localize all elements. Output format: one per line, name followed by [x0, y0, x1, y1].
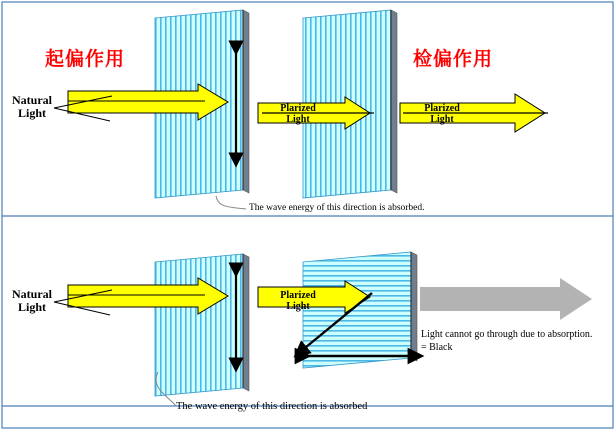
result-text-line1: Light cannot go through due to absorption.: [421, 329, 593, 340]
label-polarized-light-top-out-line1: Plarized: [424, 103, 460, 114]
label-polarized-light-bottom-mid-line2: Light: [286, 301, 310, 312]
label-analyzer-function-cn: 检偏作用: [413, 48, 494, 70]
blocked-light-gray-arrow: [420, 278, 592, 320]
caption-absorbed-top: The wave energy of this direction is absorbed.: [249, 203, 425, 213]
label-polarized-light-top-out-line2: Light: [430, 114, 454, 125]
label-polarized-light-top-mid-line2: Light: [286, 114, 310, 125]
caption-absorbed-bottom: The wave energy of this direction is absorbed: [176, 401, 368, 412]
natural-light-beam-bottom: [54, 278, 228, 315]
label-polarized-light-bottom-mid-line1: Plarized: [280, 290, 316, 301]
label-natural-light-bottom-line1: Natural: [12, 287, 52, 301]
label-natural-light-top-line2: Light: [17, 106, 46, 120]
label-natural-light-top-line1: Natural: [12, 93, 52, 107]
label-polarizer-function-cn: 起偏作用: [45, 48, 126, 70]
natural-light-beam-top: [54, 84, 228, 121]
label-polarized-light-top-mid-line1: Plarized: [280, 103, 316, 114]
result-text-line2: = Black: [421, 342, 453, 353]
label-natural-light-bottom-line2: Light: [17, 300, 46, 314]
